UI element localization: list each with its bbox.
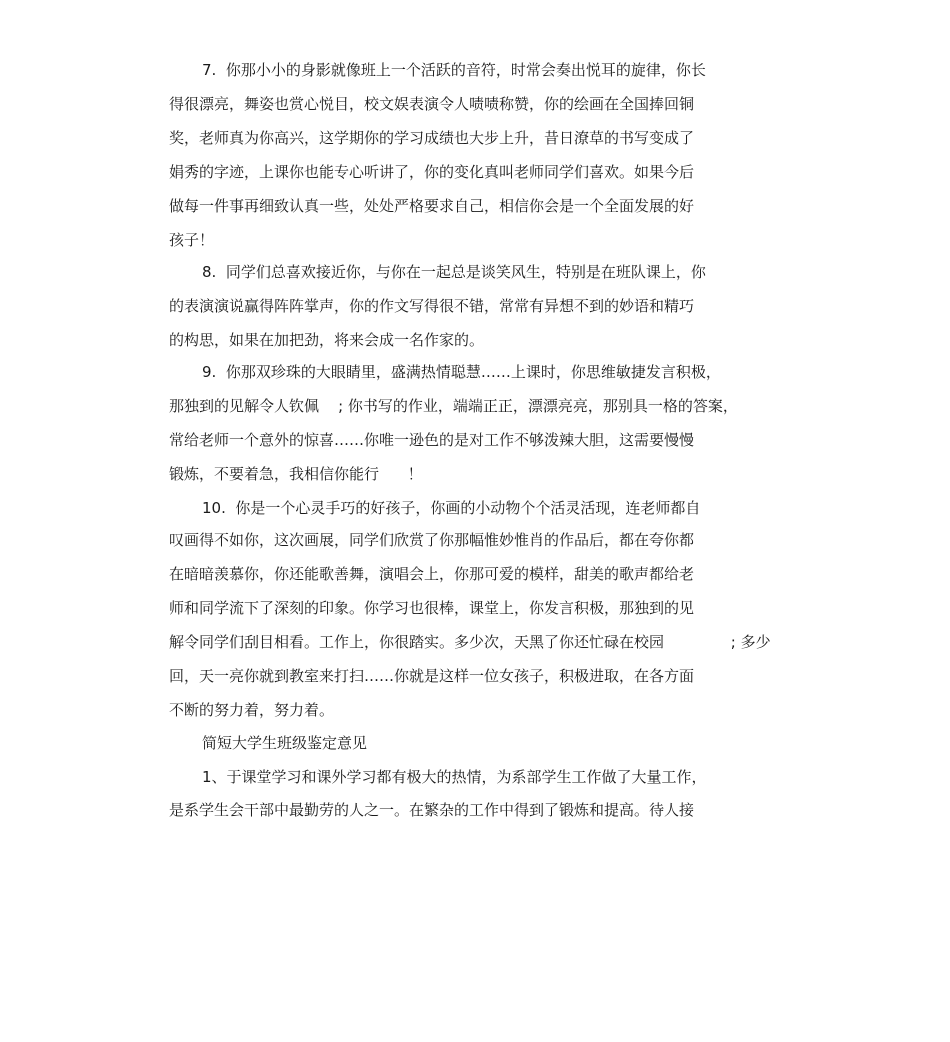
paragraph-7-line-4: 娟秀的字迹，上课你也能专心听讲了，你的变化真叫老师同学们喜欢。如果今后 [169, 163, 695, 181]
paragraph-7-line-5: 做每一件事再细致认真一些，处处严格要求自己，相信你会是一个全面发展的好 [169, 197, 695, 215]
paragraph-10-line-1: 10. 你是一个心灵手巧的好孩子，你画的小动物个个活灵活现，连老师都自 [202, 499, 701, 517]
paragraph-9-line-3: 常给老师一个意外的惊喜……你唯一逊色的是对工作不够泼辣大胆，这需要慢慢 [169, 431, 695, 449]
paragraph-7-line-1: 7. 你那小小的身影就像班上一个活跃的音符，时常会奏出悦耳的旋律，你长 [202, 61, 706, 79]
paragraph-7-line-2: 得很漂亮，舞姿也赏心悦目，校文娱表演令人啧啧称赞，你的绘画在全国捧回铜 [169, 95, 695, 113]
paragraph-8-line-2: 的表演演说赢得阵阵掌声，你的作文写得很不错，常常有异想不到的妙语和精巧 [169, 297, 695, 315]
paragraph-1-line-2: 是系学生会干部中最勤劳的人之一。在繁杂的工作中得到了锻炼和提高。待人接 [169, 801, 695, 819]
paragraph-1-line-1: 1、于课堂学习和课外学习都有极大的热情，为系部学生工作做了大量工作， [202, 768, 707, 786]
paragraph-10-line-5: 解令同学们刮目相看。工作上，你很踏实。多少次，天黑了你还忙碌在校园 ; 多少 [169, 633, 771, 651]
paragraph-8-line-3: 的构思，如果在加把劲，将来会成一名作家的。 [169, 331, 485, 349]
section-heading: 简短大学生班级鉴定意见 [202, 734, 368, 752]
paragraph-9-line-2: 那独到的见解令人钦佩 ; 你书写的作业，端端正正，漂漂亮亮，那别具一格的答案， [169, 397, 738, 415]
paragraph-7-line-3: 奖，老师真为你高兴，这学期你的学习成绩也大步上升，昔日潦草的书写变成了 [169, 129, 695, 147]
paragraph-9-line-1: 9. 你那双珍珠的大眼睛里，盛满热情聪慧……上课时，你思维敏捷发言积极， [202, 363, 721, 381]
paragraph-8-line-1: 8. 同学们总喜欢接近你，与你在一起总是谈笑风生，特别是在班队课上，你 [202, 263, 706, 281]
paragraph-10-line-2: 叹画得不如你，这次画展，同学们欣赏了你那幅惟妙惟肖的作品后，都在夸你都 [169, 531, 695, 549]
paragraph-10-line-6: 回，天一亮你就到教室来打扫……你就是这样一位女孩子，积极进取，在各方面 [169, 667, 695, 685]
paragraph-10-line-7: 不断的努力着，努力着。 [169, 701, 335, 719]
paragraph-9-line-4: 锻炼，不要着急，我相信你能行 ！ [169, 465, 423, 483]
paragraph-10-line-4: 师和同学流下了深刻的印象。你学习也很棒，课堂上，你发言积极，那独到的见 [169, 599, 695, 617]
paragraph-7-line-6: 孩子！ [169, 231, 215, 249]
paragraph-10-line-3: 在暗暗羡慕你，你还能歌善舞，演唱会上，你那可爱的模样，甜美的歌声都给老 [169, 565, 695, 583]
